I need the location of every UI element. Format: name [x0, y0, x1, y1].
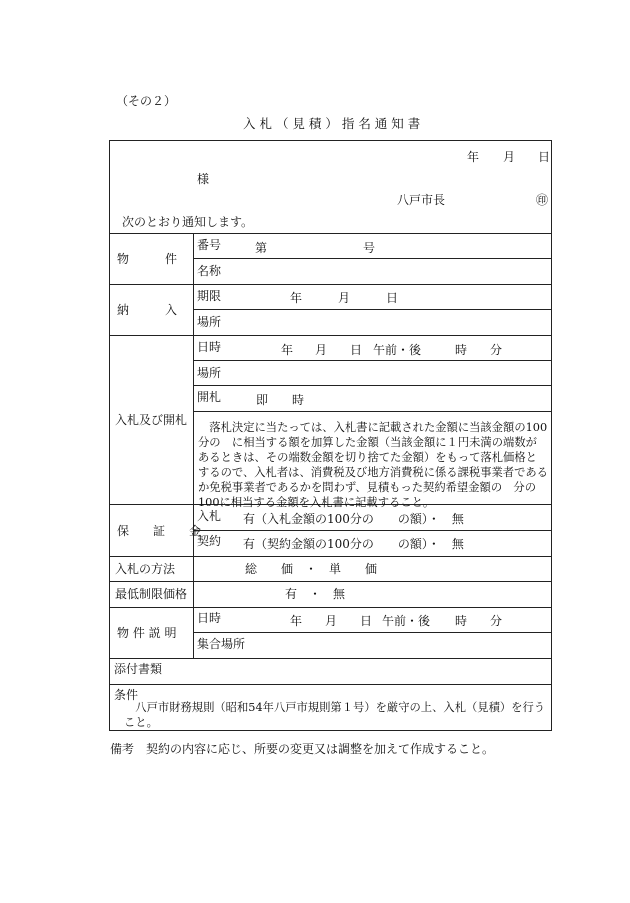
rule	[193, 411, 552, 412]
item-label: 物 件	[117, 252, 178, 266]
briefing-month: 月	[325, 614, 338, 628]
bidding-minute: 分	[490, 343, 503, 357]
conditions-text: 八戸市財務規則（昭和54年八戸市規則第１号）を厳守の上、入札（見積）を行うこと。	[124, 701, 546, 729]
rule	[109, 607, 552, 608]
briefing-minute: 分	[490, 614, 503, 628]
briefing-day: 日	[360, 614, 373, 628]
remarks-text: 備考 契約の内容に応じ、所要の変更又は調整を加えて作成すること。	[110, 742, 495, 756]
briefing-ampm: 午前・後	[382, 614, 431, 628]
rule	[193, 632, 552, 633]
briefing-label: 物 件 説 明	[117, 626, 177, 640]
briefing-hour: 時	[455, 614, 468, 628]
briefing-place-label: 集合場所	[197, 637, 246, 651]
seal-mark: ㊞	[536, 193, 549, 207]
rule	[193, 309, 552, 310]
bidding-month: 月	[315, 343, 328, 357]
deposit-label: 保 証 金	[117, 524, 202, 538]
rule	[193, 385, 552, 386]
method-label: 入札の方法	[115, 562, 176, 576]
min-price-label: 最低制限価格	[115, 587, 188, 601]
rule	[109, 684, 552, 685]
date-month: 月	[503, 150, 516, 164]
bidding-day: 日	[350, 343, 363, 357]
part-label: （その２）	[116, 94, 177, 108]
rule	[109, 233, 552, 234]
rule	[109, 284, 552, 285]
opening-value: 即 時	[256, 393, 305, 407]
delivery-day: 日	[386, 291, 399, 305]
delivery-label: 納 入	[117, 303, 178, 317]
method-value: 総 価 ・ 単 価	[245, 562, 378, 576]
deposit-contract-value: 有（契約金額の100分の の額）・ 無	[243, 537, 464, 551]
rule	[109, 335, 552, 336]
date-day: 日	[538, 150, 551, 164]
deposit-bid-value: 有（入札金額の100分の の額）・ 無	[243, 512, 464, 526]
attachments-label: 添付書類	[114, 662, 163, 676]
rule	[193, 360, 552, 361]
item-number-suffix: 号	[363, 241, 376, 255]
conditions-label: 条件	[114, 688, 139, 702]
issuer: 八戸市長	[397, 193, 446, 207]
delivery-place-label: 場所	[197, 315, 222, 329]
bidding-hour: 時	[455, 343, 468, 357]
rule	[193, 233, 194, 658]
item-name-label: 名称	[197, 264, 222, 278]
award-note: 落札決定に当たっては、入札書に記載された金額に当該金額の100分の に相当する額を加算した金額（当該金額に１円未満の端数があるときは、その端数金額を切り捨てた金額）をもって落札価格とするので、入札者は、消費税及び地方消費税に係る課税事業者であるか免税事業者であるかを問わず、見積もった契約希望金額の 分の100に相当する金額を入札書に記載すること。	[198, 421, 548, 509]
delivery-year: 年	[290, 291, 303, 305]
rule	[109, 556, 552, 557]
rule	[109, 581, 552, 582]
bidding-year: 年	[281, 343, 294, 357]
bidding-label: 入札及び開札	[115, 413, 188, 427]
opening-label: 開札	[197, 390, 222, 404]
item-number-prefix: 第	[255, 241, 268, 255]
document-title: 入 札 （ 見 積 ） 指 名 通 知 書	[243, 116, 421, 131]
intro-text: 次のとおり通知します。	[122, 215, 254, 229]
delivery-deadline-label: 期限	[197, 289, 222, 303]
item-number-label: 番号	[197, 238, 222, 252]
rule	[193, 258, 552, 259]
briefing-datetime-label: 日時	[197, 611, 222, 625]
addressee-suffix: 様	[197, 172, 210, 186]
delivery-month: 月	[338, 291, 351, 305]
rule	[109, 658, 552, 659]
bidding-datetime-label: 日時	[197, 340, 222, 354]
min-price-value: 有 ・ 無	[285, 587, 346, 601]
rule	[193, 530, 552, 531]
deposit-bid-label: 入札	[197, 509, 222, 523]
bidding-ampm: 午前・後	[373, 343, 422, 357]
deposit-contract-label: 契約	[197, 534, 222, 548]
briefing-year: 年	[290, 614, 303, 628]
date-year: 年	[467, 150, 480, 164]
bidding-place-label: 場所	[197, 366, 222, 380]
